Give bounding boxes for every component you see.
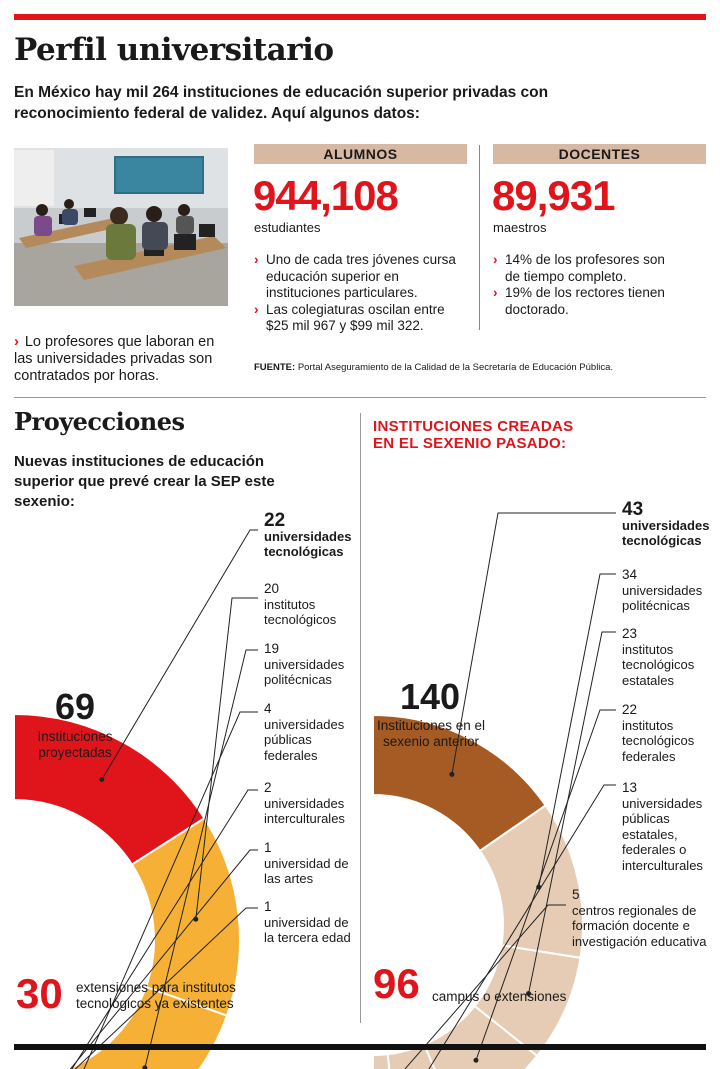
chart1-category: universidades tecnológicas [264,528,352,559]
creadas-extra-number: 96 [373,960,420,1007]
chevron-right-icon: › [14,334,19,350]
proyecciones-total: 69 [54,686,96,727]
chevron-right-icon: › [493,285,498,300]
proyecciones-heading: Proyecciones [14,407,185,436]
chart1-label [264,510,356,560]
chart1-label [264,840,356,887]
chart2-label [572,887,712,949]
docentes-number: 89,931 [492,172,615,219]
chart2-value: 23 [622,626,638,641]
chart1-value: 1 [264,899,272,914]
chart1-label [264,641,356,688]
chevron-right-icon: › [254,252,259,267]
source-text: Portal Aseguramiento de la Calidad de la Secretaría de Educación Pública. [297,362,614,373]
chart1-label [264,701,356,763]
chart2-leader-dot [449,772,454,777]
chart2-label [622,702,716,764]
alumnos-header: ALUMNOS [254,144,467,164]
chart1-label [264,581,356,628]
chart1-value: 22 [264,510,286,531]
alumnos-number: 944,108 [253,172,398,219]
chart2-value: 13 [622,780,638,795]
creadas-total-label: Instituciones en el sexenio anterior [376,718,486,749]
chevron-right-icon: › [493,252,498,267]
proyecciones-subheading: Nuevas instituciones de educación superior que prevé crear la SEP este sexenio: [14,453,275,510]
page-title: Perfil universitario [14,32,334,68]
creadas-total: 140 [399,676,461,717]
proyecciones-total-label: Instituciones proyectadas [37,729,113,760]
chart1-category: institutos tecnológicos [264,596,337,627]
bottom-rule [14,1044,706,1050]
chart1-value: 20 [264,581,280,596]
chart1-value: 19 [264,641,280,656]
chart2-category: universidades politécnicas [622,582,703,613]
creadas-extra-label: campus o extensiones [432,989,567,1004]
chart1-value: 2 [264,780,272,795]
chart2-category: institutos tecnológicos estatales [622,641,695,688]
chart2-value: 43 [622,499,644,520]
chevron-right-icon: › [254,301,259,317]
source-label: FUENTE: [254,362,296,373]
creadas-heading: INSTITUCIONES CREADAS EN EL SEXENIO PASADO: [373,418,574,452]
chart2-value: 34 [622,567,638,582]
chart2-value: 22 [622,702,638,717]
chart1-category: universidades públicas federales [264,716,345,763]
chart1-category: universidad de la tercera edad [264,914,351,945]
docentes-bullet-text: 14% de los profesores son de tiempo completo. [505,252,665,284]
alumnos-bullet-text: Las colegiaturas oscilan entre $25 mil 967 y $99 mil 322. [266,301,445,333]
docentes-bullet-text: 19% de los rectores tienen doctorado. [505,285,665,317]
chart2-category: institutos tecnológicos federales [622,717,695,764]
chart2-label [622,499,716,549]
docentes-header: DOCENTES [493,144,706,164]
chart2-label [622,626,716,688]
proyecciones-extra-number: 30 [16,970,63,1017]
chart2-label [622,780,716,873]
chart1-value: 1 [264,840,272,855]
chart1-label [264,899,356,946]
chart1-leader-dot [99,777,104,782]
chart1-label [264,780,356,827]
intro-text: En México hay mil 264 instituciones de educación superior privadas con reconocimiento federal de validez. Aquí algunos datos: [14,84,549,122]
chart2-category: universidades tecnológicas [622,517,710,548]
chart1-value: 4 [264,701,272,716]
photo-caption-text: Lo profesores que laboran en las universidades privadas son contratados por horas. [14,334,215,384]
alumnos-unit: estudiantes [254,220,321,235]
chart1-category: universidad de las artes [264,855,349,886]
chart2-leader-dot [473,1058,478,1063]
chart2-category: universidades públicas estatales, federales o interculturales [622,795,703,873]
chart2-category: centros regionales de formación docente e investigación educativa [572,902,707,949]
docentes-unit: maestros [493,220,547,235]
chart1-category: universidades politécnicas [264,656,345,687]
chart2-value: 5 [572,887,580,902]
chart2-label [622,567,716,614]
alumnos-bullet-text: Uno de cada tres jóvenes cursa educación superior en instituciones particulares. [266,252,456,300]
chart1-category: universidades interculturales [264,795,345,826]
proyecciones-extra-label: extensiones para institutos tecnológicos ya existentes [76,980,236,1011]
